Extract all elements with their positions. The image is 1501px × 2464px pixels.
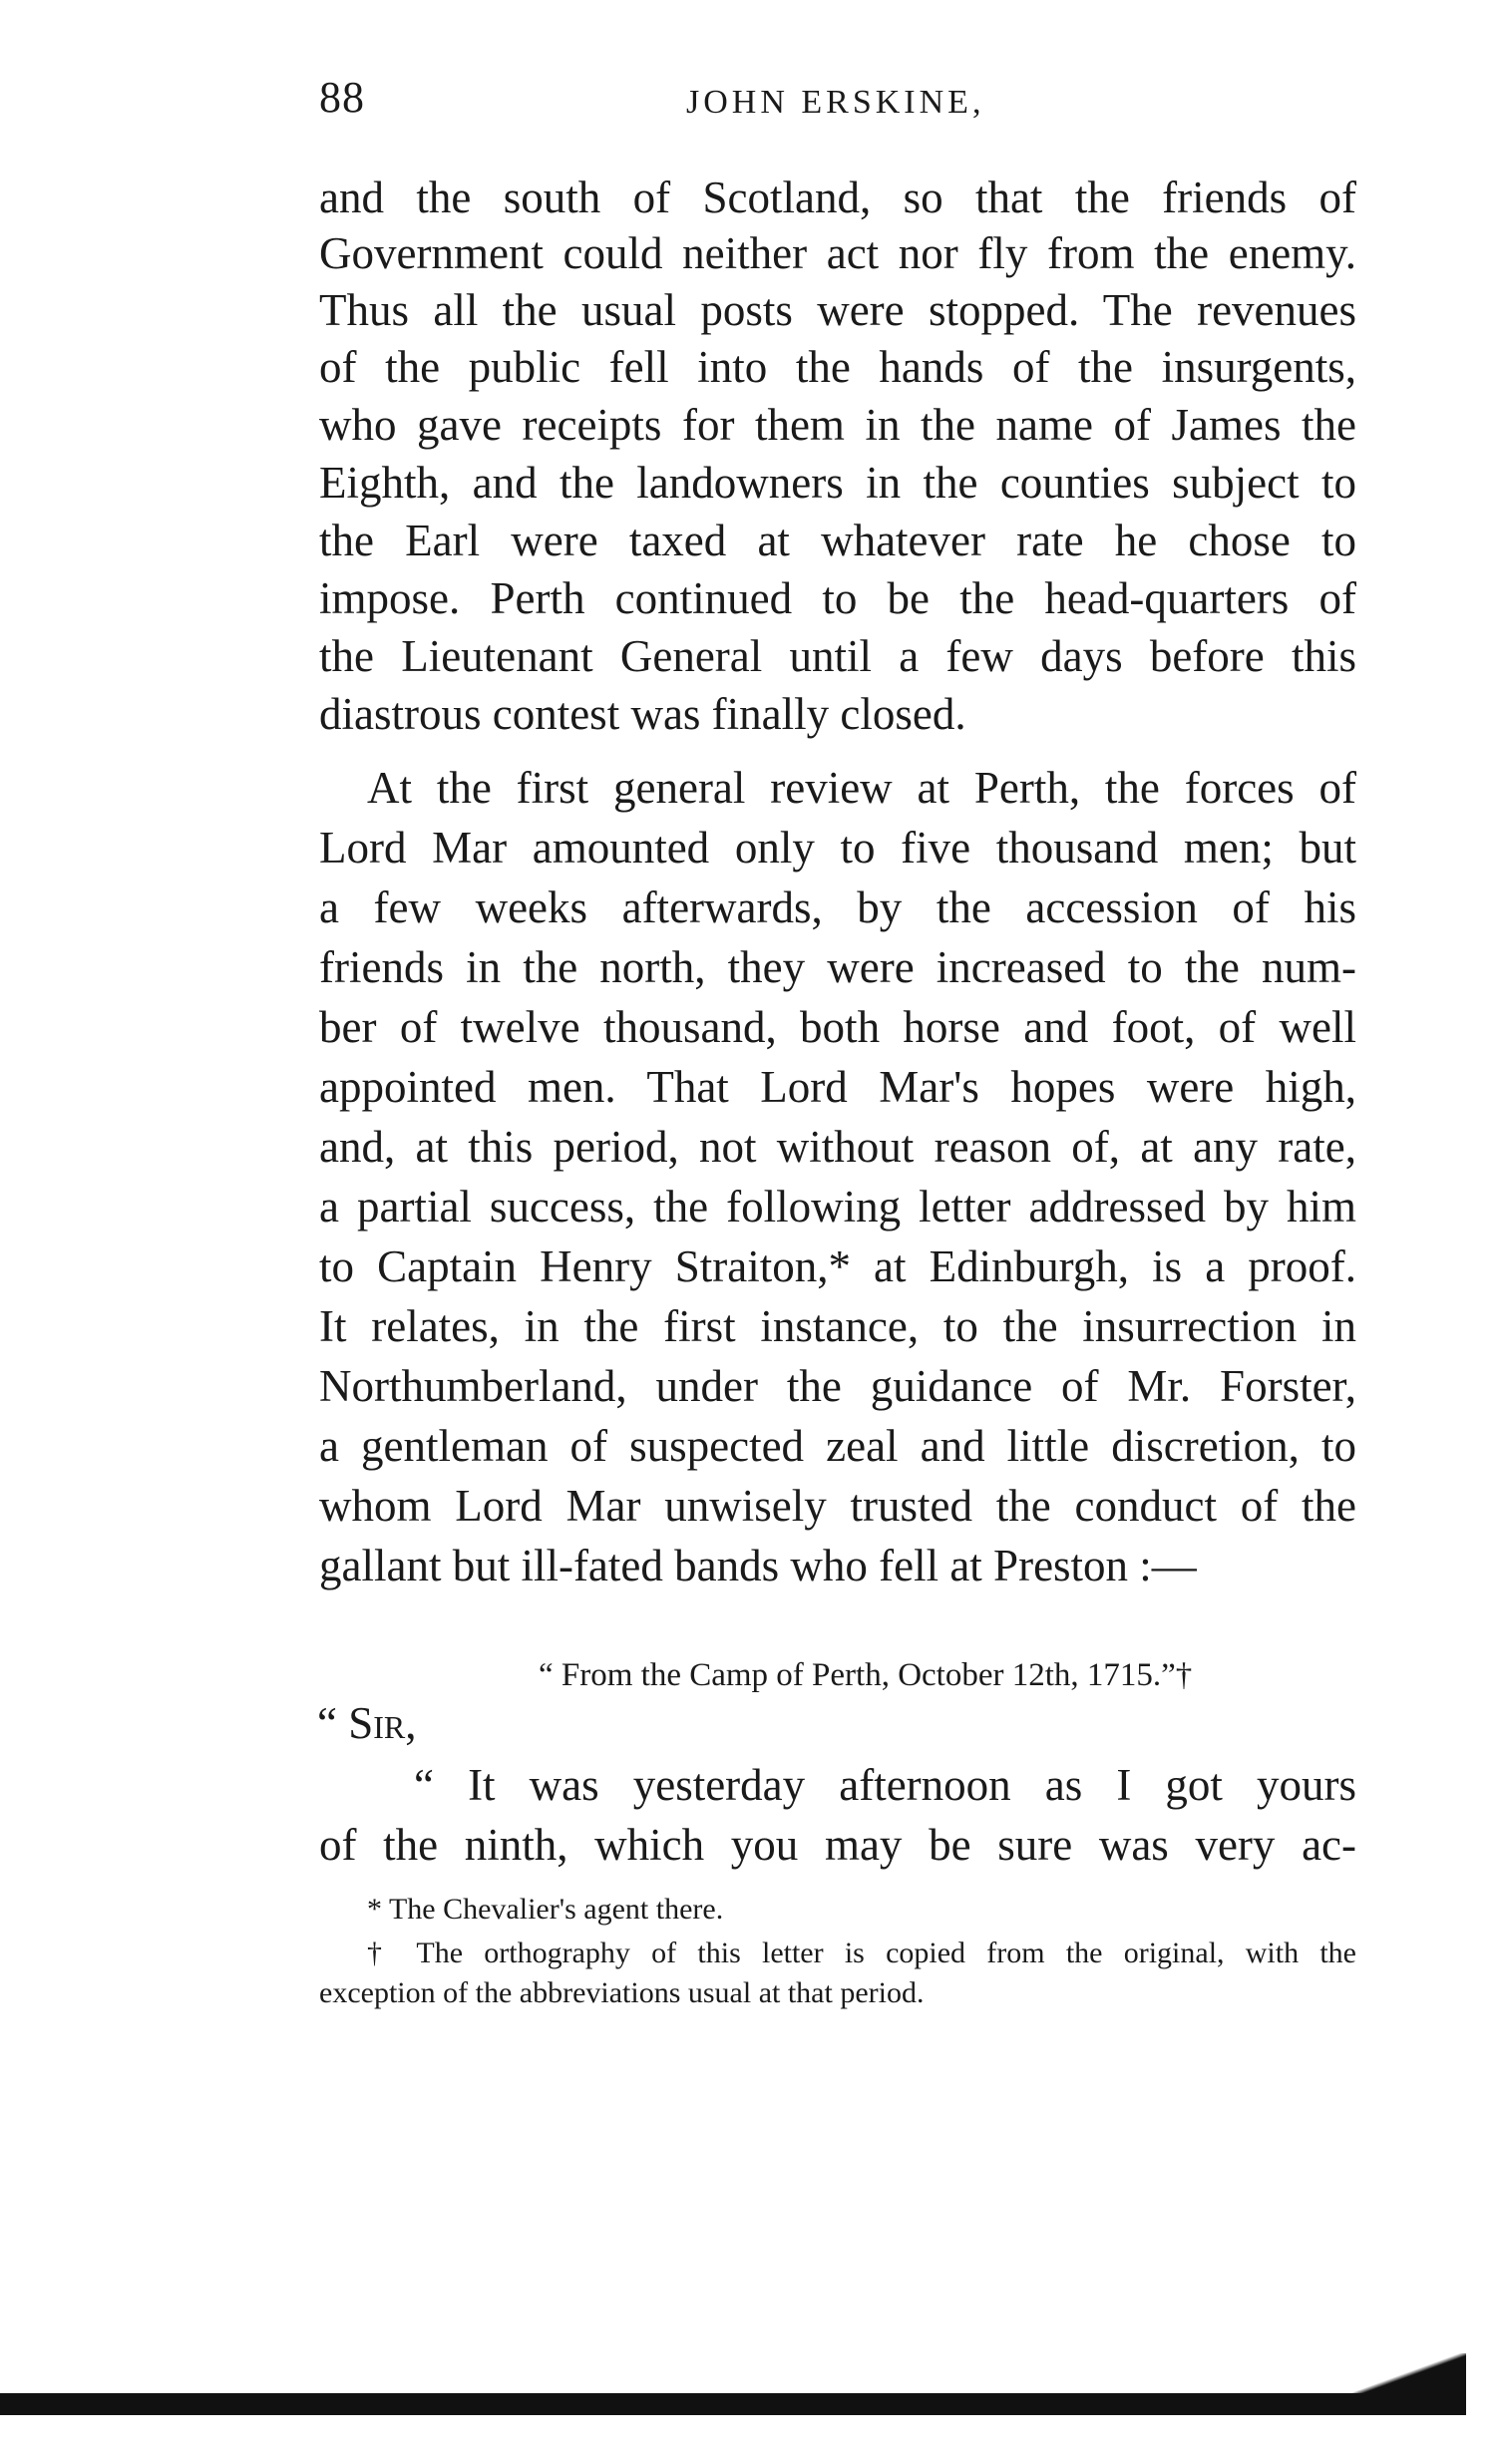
- letter-line: of the ninth, which you may be sure was very ac-: [319, 1820, 1356, 1870]
- text-line: Lord Mar amounted only to five thousand men; but: [319, 823, 1356, 873]
- text-line: whom Lord Mar unwisely trusted the conduct of the: [319, 1481, 1356, 1531]
- text-line: gallant but ill-fated bands who fell at Preston :—: [319, 1541, 1197, 1590]
- footnote-dagger-continued: exception of the abbreviations usual at that period.: [319, 1976, 925, 2009]
- letter-line: “ It was yesterday afternoon as I got yours: [414, 1760, 1356, 1810]
- text-line: to Captain Henry Straiton,* at Edinburgh, is a proof.: [319, 1241, 1356, 1291]
- text-line: a partial success, the following letter addressed by him: [319, 1182, 1356, 1232]
- text-line: Government could neither act nor fly from the enemy.: [319, 228, 1356, 278]
- text-line: friends in the north, they were increased to the num-: [319, 942, 1356, 992]
- text-line: At the first general review at Perth, the forces of: [367, 763, 1356, 813]
- letter-dateline: “ From the Camp of Perth, October 12th, 1715.”†: [539, 1657, 1193, 1693]
- page-bottom-edge: [0, 2393, 1466, 2415]
- text-line: appointed men. That Lord Mar's hopes were high,: [319, 1062, 1356, 1112]
- text-line: of the public fell into the hands of the insurgents,: [319, 342, 1356, 392]
- page-number: 88: [319, 73, 365, 122]
- footnote-asterisk: * The Chevalier's agent there.: [367, 1893, 724, 1926]
- text-line: a few weeks afterwards, by the accession of his: [319, 882, 1356, 932]
- text-line: It relates, in the first instance, to the insurrection in: [319, 1301, 1356, 1351]
- text-line: the Earl were taxed at whatever rate he chose to: [319, 516, 1356, 565]
- running-head: JOHN ERSKINE,: [686, 84, 985, 121]
- text-line: and, at this period, not without reason of, at any rate,: [319, 1122, 1356, 1172]
- letter-salutation: “ Sir,: [317, 1698, 417, 1748]
- text-line: Thus all the usual posts were stopped. The revenues: [319, 285, 1356, 335]
- text-line: Northumberland, under the guidance of Mr. Forster,: [319, 1361, 1356, 1411]
- footnote-dagger: † The orthography of this letter is copied from the original, with the: [367, 1936, 1356, 1969]
- text-line: diastrous contest was finally closed.: [319, 689, 966, 739]
- text-line: Eighth, and the landowners in the counties subject to: [319, 458, 1356, 508]
- text-line: impose. Perth continued to be the head-quarters of: [319, 573, 1356, 623]
- text-line: the Lieutenant General until a few days before this: [319, 631, 1356, 681]
- text-line: who gave receipts for them in the name of James the: [319, 400, 1356, 450]
- text-line: ber of twelve thousand, both horse and foot, of well: [319, 1002, 1356, 1052]
- text-line: a gentleman of suspected zeal and little discretion, to: [319, 1421, 1356, 1471]
- text-line: and the south of Scotland, so that the friends of: [319, 173, 1356, 222]
